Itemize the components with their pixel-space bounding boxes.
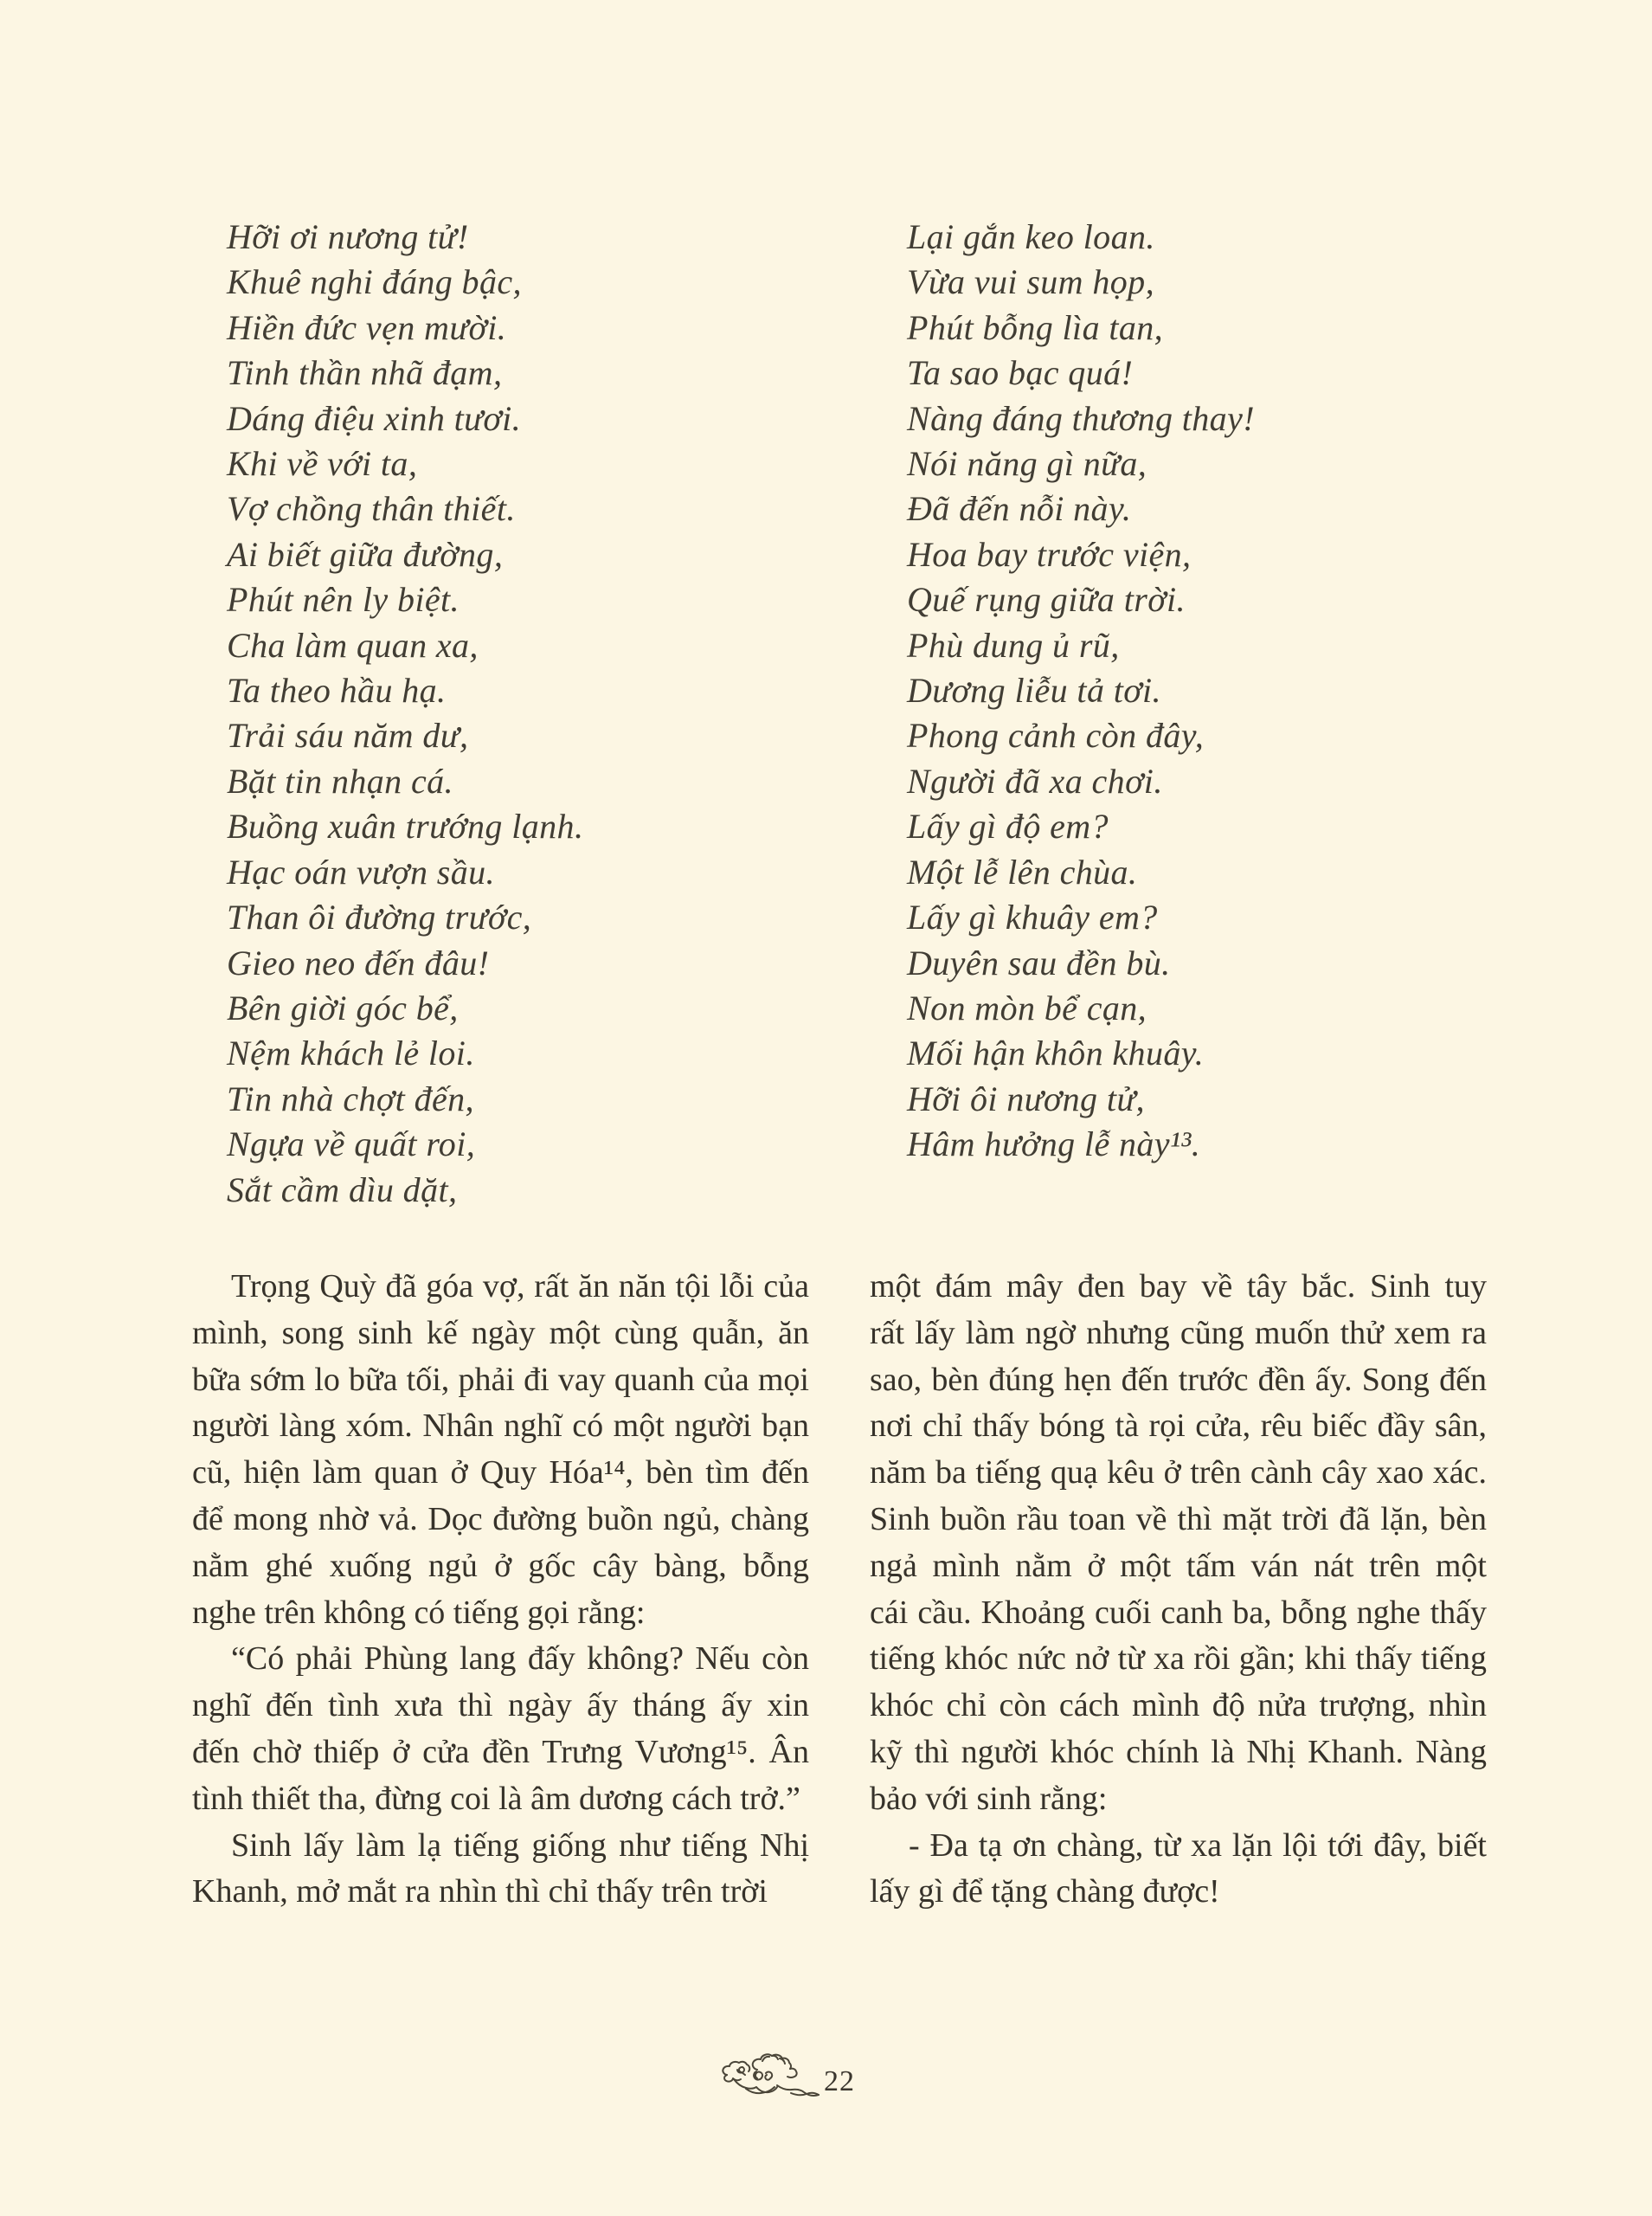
poem-line: Dương liễu tả tơi. [907, 671, 1161, 711]
poem-line: Buồng xuân trướng lạnh. [227, 807, 584, 847]
prose-line: một đám mây đen bay về tây bắc. Sinh tuy [870, 1268, 1487, 1304]
prose-line: Khanh, mở mắt ra nhìn thì chỉ thấy trên trời [192, 1873, 768, 1910]
prose-line: để mong nhờ vả. Dọc đường buồn ngủ, chàng [192, 1500, 809, 1537]
poem-line: Lại gắn keo loan. [907, 217, 1155, 256]
poem-line: Mối hận khôn khuây. [907, 1034, 1205, 1073]
poem-line: Tinh thần nhã đạm, [227, 353, 503, 393]
poem-line: Quế rụng giữa trời. [907, 580, 1186, 620]
prose-line: khóc chỉ còn cách mình độ nửa trượng, nhìn [870, 1687, 1487, 1724]
poem-line: Nói năng gì nữa, [907, 444, 1147, 484]
poem-line: Người đã xa chơi. [907, 761, 1163, 801]
poem-line: Nàng đáng thương thay! [907, 398, 1255, 438]
poem-column-right [907, 215, 1255, 1168]
poem-line: Ta sao bạc quá! [907, 353, 1134, 393]
poem-line: Trải sáu năm dư, [227, 716, 469, 756]
poem-line: Phút nên ly biệt. [227, 580, 460, 620]
poem-line: Bên giời góc bể, [227, 988, 459, 1027]
poem-line: Dáng điệu xinh tươi. [227, 398, 522, 438]
poem-line: Lấy gì độ em? [907, 807, 1109, 847]
prose-line: nơi chỉ thấy bóng tà rọi cửa, rêu biếc đầy sân, [870, 1408, 1487, 1445]
prose-line: rất lấy làm ngờ nhưng cũng muốn thử xem ra [870, 1314, 1487, 1351]
prose-line: tiếng khóc nức nở từ xa rồi gần; khi thấy tiếng [870, 1640, 1487, 1678]
prose-line: mình, song sinh kế ngày một cùng quẫn, ăn [192, 1314, 809, 1351]
poem-line: Đã đến nỗi này. [907, 489, 1132, 529]
prose-line: ngả mình nằm ở một tấm ván nát trên một [870, 1547, 1487, 1584]
poem-line: Khuê nghi đáng bậc, [227, 262, 522, 302]
poem-line: Ngựa về quất roi, [227, 1124, 476, 1164]
poem-line: Tin nhà chợt đến, [227, 1079, 474, 1118]
poem-line: Hoa bay trước viện, [907, 534, 1192, 574]
poem-line: Phù dung ủ rũ, [907, 625, 1120, 665]
poem-line: Vợ chồng thân thiết. [227, 489, 516, 529]
prose-line: nằm ghé xuống ngủ ở gốc cây bàng, bỗng [192, 1547, 809, 1584]
poem-line: Vừa vui sum họp, [907, 262, 1154, 302]
cloud-ornament [708, 2051, 824, 2103]
prose-paragraph [870, 1264, 1487, 1823]
poem-line: Sắt cầm dìu dặt, [227, 1169, 458, 1209]
prose-line: năm ba tiếng quạ kêu ở trên cành cây xao xác. [870, 1454, 1487, 1491]
poem-line: Gieo neo đến đâu! [227, 943, 490, 982]
poem-line: Bặt tin nhạn cá. [227, 761, 453, 801]
prose-paragraph [192, 1264, 809, 1636]
prose-line: lấy gì để tặng chàng được! [870, 1873, 1220, 1910]
prose-line: Trọng Quỳ đã góa vợ, rất ăn năn tội lỗi của [231, 1268, 809, 1304]
prose-line: nghe trên không có tiếng gọi rằng: [192, 1594, 646, 1631]
poem-line: Phút bỗng lìa tan, [907, 307, 1164, 347]
prose-line: sao, bèn đúng hẹn đến trước đền ấy. Song đến [870, 1361, 1487, 1398]
prose-column-right [870, 1264, 1487, 1916]
prose-paragraph [192, 1636, 809, 1822]
prose-paragraph [870, 1823, 1487, 1916]
prose-line: đến chờ thiếp ở cửa đền Trưng Vương¹⁵. Ân [192, 1733, 809, 1770]
prose-line: cũ, hiện làm quan ở Quy Hóa¹⁴, bèn tìm đến [192, 1454, 809, 1491]
poem-line: Duyên sau đền bù. [907, 943, 1171, 982]
prose-column-left [192, 1264, 809, 1916]
prose-line: Sinh buồn rầu toan về thì mặt trời đã lặn, bèn [870, 1500, 1487, 1537]
prose-line: người làng xóm. Nhân nghĩ có một người bạn [192, 1408, 809, 1445]
poem-line: Hỡi ôi nương tử, [907, 1079, 1145, 1118]
poem-line: Lấy gì khuây em? [907, 898, 1158, 937]
poem-line: Nệm khách lẻ loi. [227, 1034, 475, 1073]
prose-line: cái cầu. Khoảng cuối canh ba, bỗng nghe thấy [870, 1594, 1487, 1631]
poem-line: Khi về với ta, [227, 444, 418, 484]
prose-line: kỹ thì người khóc chính là Nhị Khanh. Nàng [870, 1733, 1487, 1770]
poem-line: Non mòn bể cạn, [907, 988, 1147, 1027]
poem-line: Hâm hưởng lễ này¹³. [907, 1124, 1201, 1164]
poem-line: Ta theo hầu hạ. [227, 671, 447, 711]
poem-line: Phong cảnh còn đây, [907, 716, 1205, 756]
poem-column-left [227, 215, 583, 1213]
poem-line: Cha làm quan xa, [227, 625, 479, 665]
poem-line: Hỡi ơi nương tử! [227, 217, 469, 256]
prose-line: bữa sớm lo bữa tối, phải đi vay quanh của mọi [192, 1361, 809, 1398]
prose-line: “Có phải Phùng lang đấy không? Nếu còn [231, 1640, 809, 1678]
prose-line: Sinh lấy làm lạ tiếng giống như tiếng Nhị [231, 1826, 809, 1864]
prose-line: nghĩ đến tình xưa thì ngày ấy tháng ấy xin [192, 1687, 809, 1724]
prose-line: - Đa tạ ơn chàng, từ xa lặn lội tới đây, biết [909, 1826, 1487, 1864]
poem-line: Hạc oán vượn sầu. [227, 852, 495, 892]
poem-line: Hiền đức vẹn mười. [227, 307, 507, 347]
poem-line: Than ôi đường trước, [227, 898, 532, 937]
prose-line: bảo với sinh rằng: [870, 1780, 1108, 1817]
poem-line: Một lễ lên chùa. [907, 852, 1138, 892]
prose-paragraph [192, 1823, 809, 1916]
prose-line: tình thiết tha, đừng coi là âm dương cách trở.” [192, 1780, 800, 1817]
page-number: 22 [824, 2065, 855, 2097]
poem-line: Ai biết giữa đường, [227, 534, 504, 574]
